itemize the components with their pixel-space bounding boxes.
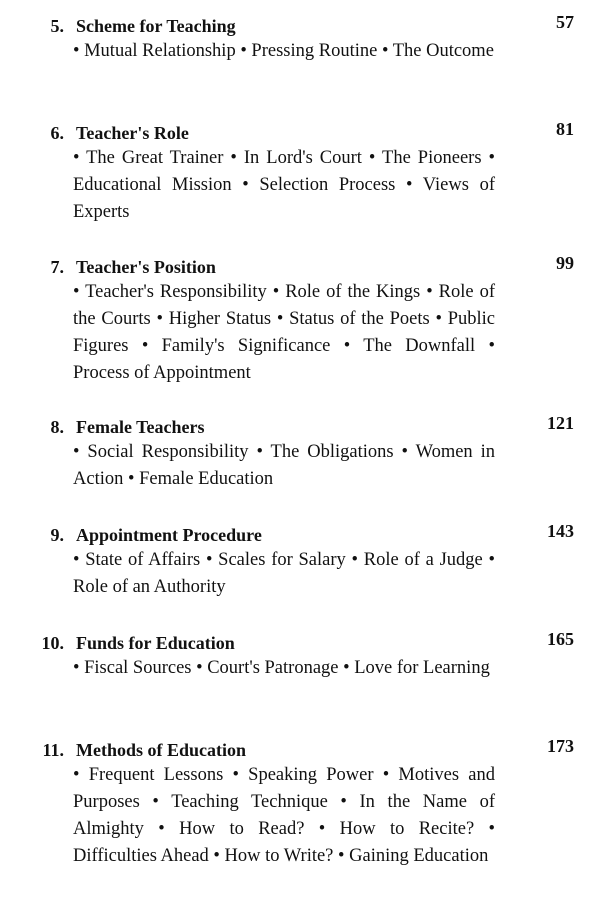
chapter-number: 9.	[50, 525, 64, 545]
chapter-number: 7.	[50, 257, 64, 277]
chapter-page-number: 165	[547, 629, 574, 649]
chapter-topics: • Mutual Relationship • Pressing Routine • The Outcome	[73, 41, 494, 61]
chapter-page-number: 143	[547, 521, 574, 541]
chapter-topics: • Fiscal Sources • Court's Patronage • Love for Learning	[73, 658, 490, 678]
chapter-number: 10.	[41, 633, 64, 653]
chapter-page-number: 121	[547, 413, 574, 433]
chapter-page-number: 57	[556, 12, 574, 32]
chapter-number: 6.	[50, 123, 64, 143]
chapter-title: Methods of Education	[76, 740, 247, 760]
chapter-title: Scheme for Teaching	[76, 16, 236, 36]
chapter-page-number: 99	[556, 253, 574, 273]
chapter-title: Teacher's Position	[76, 257, 216, 277]
chapter-title: Teacher's Role	[76, 123, 189, 143]
chapter-page-number: 173	[547, 736, 574, 756]
chapter-title: Female Teachers	[76, 417, 205, 437]
chapter-title: Funds for Education	[76, 633, 235, 653]
chapter-topics: • Social Responsibility • The Obligations • Women in Action • Female Education	[73, 442, 495, 489]
chapter-page-number: 81	[556, 119, 574, 139]
chapter-title: Appointment Procedure	[76, 525, 262, 545]
chapter-topics: • State of Affairs • Scales for Salary • Role of a Judge • Role of an Authority	[73, 550, 495, 597]
chapter-topics: • Frequent Lessons • Speaking Power • Motives and Purposes • Teaching Technique • In the Name of Almighty • How to Read? • How to Recite? • Difficulties Ahead • How to Write? • Gaining Education	[73, 765, 495, 866]
chapter-number: 8.	[50, 417, 64, 437]
chapter-number: 11.	[42, 740, 64, 760]
chapter-topics: • Teacher's Responsibility • Role of the Kings • Role of the Courts • Higher Status • Status of the Poets • Public Figures • Family's Significance • The Downfall • Process of Appointment	[73, 282, 495, 383]
chapter-topics: • The Great Trainer • In Lord's Court • The Pioneers • Educational Mission • Selection Process • Views of Experts	[73, 148, 495, 222]
chapter-number: 5.	[50, 16, 64, 36]
